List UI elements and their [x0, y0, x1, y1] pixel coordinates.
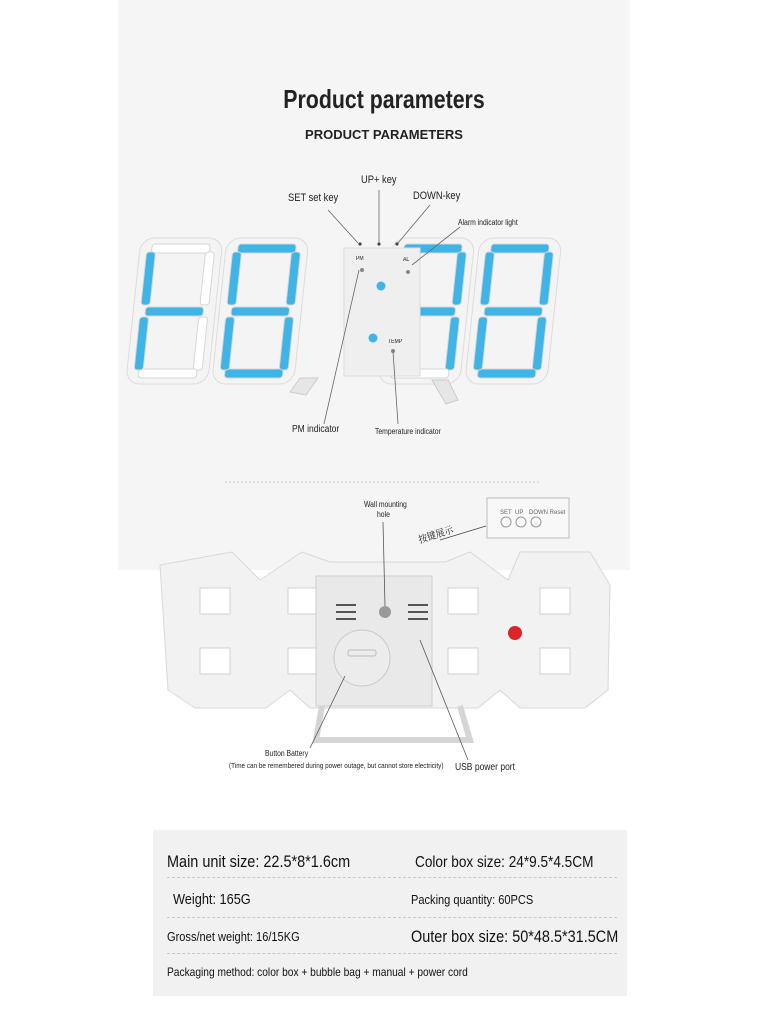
temp-tag: TEMP: [388, 339, 403, 345]
spec-weight: Weight: 165G: [173, 891, 251, 908]
spec-main-unit: Main unit size: 22.5*8*1.6cm: [167, 852, 351, 871]
spec-color-box: Color box size: 24*9.5*4.5CM: [415, 854, 594, 871]
battery-note-label: (Time can be remembered during power outage, but cannot store electricity): [229, 761, 444, 770]
back-stand: [316, 706, 470, 740]
inset-down-label: DOWN Reset: [529, 510, 566, 516]
inset-set-label: SET: [500, 510, 512, 516]
alarm-light-label: Alarm indicator light: [458, 218, 518, 227]
digit-4-segment-7: [484, 307, 543, 316]
colon-dot-top: [377, 282, 386, 291]
button-display-label: 按键展示: [417, 524, 455, 547]
spec-packaging: Packaging method: color box + bubble bag + manual + power cord: [167, 965, 468, 979]
digit-1-segment-1: [151, 244, 210, 253]
left-stand: [290, 378, 318, 395]
back-clock-body: [160, 552, 610, 708]
digit-2-segment-7: [231, 307, 290, 316]
down-key-label: DOWN-key: [413, 190, 461, 202]
al-led: [406, 270, 410, 274]
wall-mount-hole: [379, 606, 391, 618]
back-window-holes: [200, 588, 570, 674]
al-tag: AL: [403, 257, 410, 263]
back-center-panel: [316, 576, 432, 706]
back-red-indicator: [508, 626, 522, 640]
wall-mount-label-2: hole: [377, 510, 390, 519]
button-battery-label: Button Battery: [265, 749, 309, 758]
digit-4-segment-4: [477, 369, 536, 378]
digit-4-segment-1: [490, 244, 549, 253]
pm-led: [360, 268, 364, 272]
spec-table: [153, 830, 627, 996]
temperature-indicator-label: Temperature indicator: [375, 427, 441, 436]
usb-port-label: USB power port: [455, 762, 516, 773]
set-key-label: SET set key: [288, 192, 339, 204]
digit-2-segment-1: [237, 244, 296, 253]
vent-slots: [336, 605, 428, 619]
battery-cover: [334, 630, 390, 686]
spec-outer-box: Outer box size: 50*48.5*31.5CM: [411, 927, 619, 946]
center-panel: [344, 248, 420, 376]
spec-packing-qty: Packing quantity: 60PCS: [411, 892, 534, 907]
pm-tag: PM: [356, 256, 364, 262]
digit-1-segment-4: [138, 369, 197, 378]
button-inset-panel: [487, 498, 569, 538]
spec-gross-net: Gross/net weight: 16/15KG: [167, 929, 300, 944]
wall-mount-label: Wall mounting: [364, 500, 407, 509]
up-key-label: UP+ key: [361, 174, 397, 186]
page-title: Product parameters: [283, 84, 485, 114]
right-stand: [432, 380, 458, 404]
inset-up-label: UP: [515, 510, 524, 516]
page-subtitle: PRODUCT PARAMETERS: [305, 127, 463, 142]
digit-2-segment-4: [224, 369, 283, 378]
colon-dot-bottom: [369, 334, 378, 343]
digit-1-segment-7: [145, 307, 204, 316]
pm-indicator-label: PM indicator: [292, 424, 340, 435]
